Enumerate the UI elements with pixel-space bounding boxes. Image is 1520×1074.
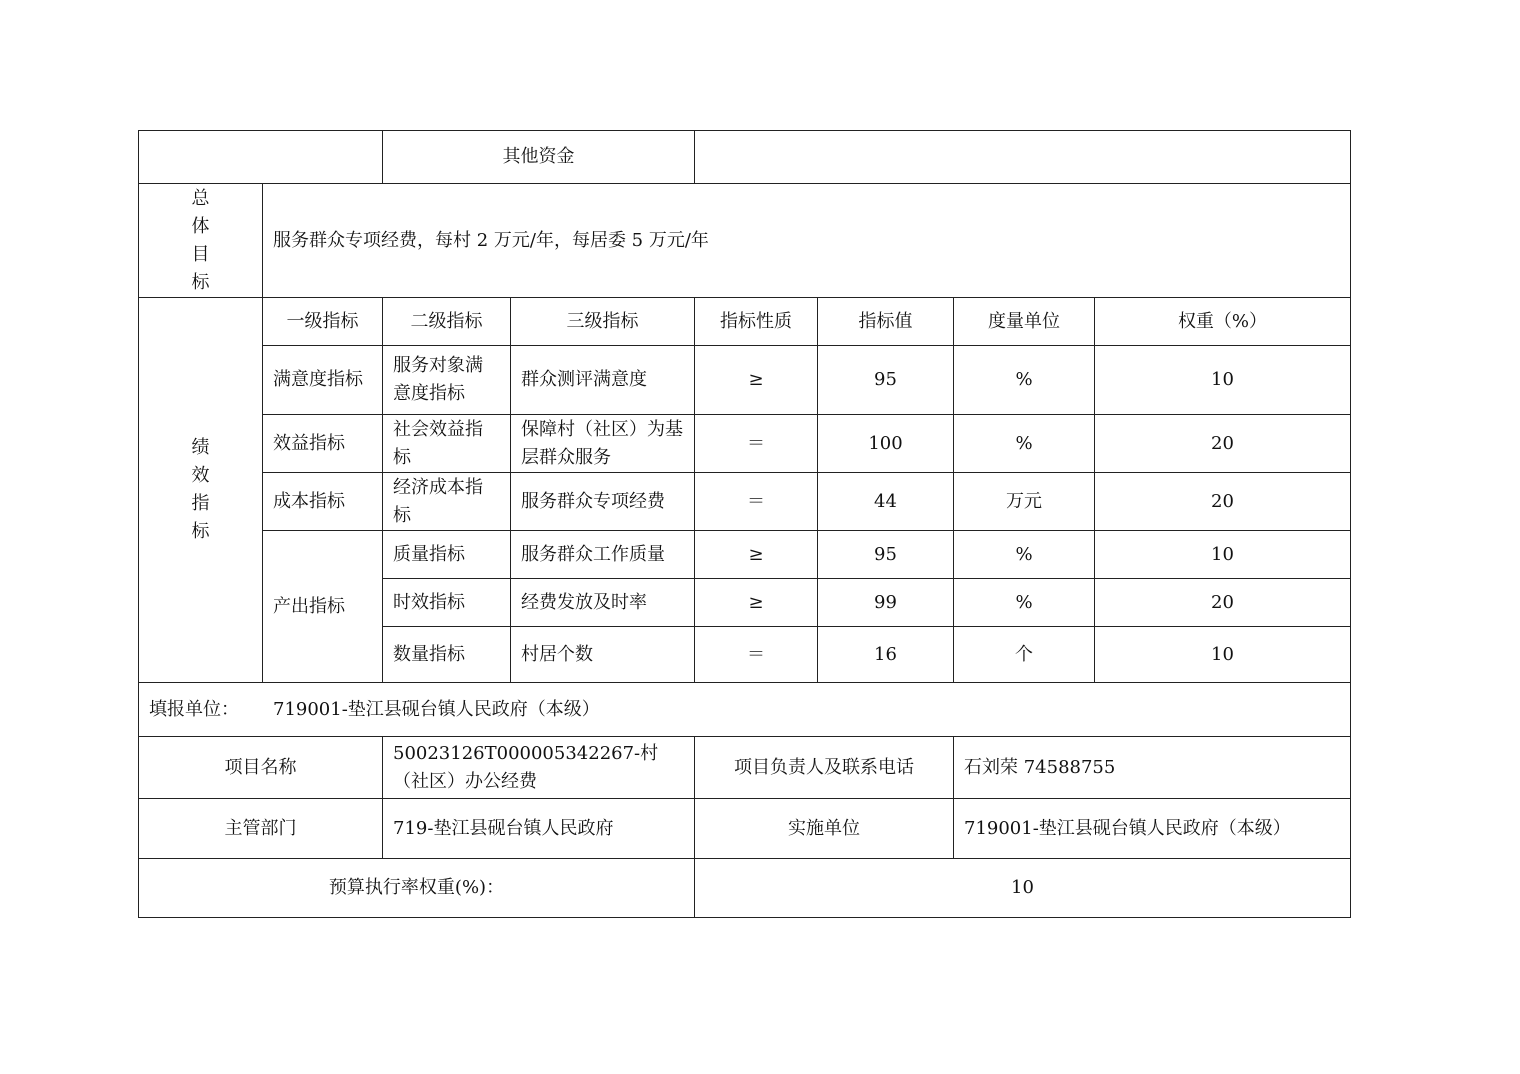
- value-cell: 99: [818, 579, 954, 627]
- table-row: [139, 346, 1351, 415]
- level3-cell: 服务群众专项经费: [511, 473, 695, 531]
- level3-cell: 村居个数: [511, 627, 695, 683]
- budget-rate-weight-label: 预算执行率权重(%)：: [139, 859, 695, 918]
- weight-cell: 20: [1095, 579, 1351, 627]
- header-weight: 权重（%）: [1095, 298, 1351, 346]
- unit-cell: %: [954, 531, 1095, 579]
- implementing-unit-label: 实施单位: [695, 799, 954, 859]
- blank-cell: [139, 131, 383, 184]
- budget-rate-weight-value: 10: [695, 859, 1351, 918]
- header-unit: 度量单位: [954, 298, 1095, 346]
- level3-cell: 经费发放及时率: [511, 579, 695, 627]
- filing-unit-label: 填报单位：: [149, 698, 239, 720]
- nature-cell: ＝: [695, 473, 818, 531]
- level1-cell: 效益指标: [263, 415, 383, 473]
- level2-cell: 数量指标: [383, 627, 511, 683]
- performance-goal-table: [138, 130, 1351, 918]
- other-funds-row: [139, 131, 1351, 184]
- value-cell: 44: [818, 473, 954, 531]
- project-owner-value: 石刘荣 74588755: [954, 737, 1351, 799]
- table-row: [139, 415, 1351, 473]
- filing-unit: [139, 683, 1351, 737]
- level1-cell: 满意度指标: [263, 346, 383, 415]
- header-level3: 三级指标: [511, 298, 695, 346]
- level1-cell: 成本指标: [263, 473, 383, 531]
- department-value: 719-垫江县砚台镇人民政府: [383, 799, 695, 859]
- header-nature: 指标性质: [695, 298, 818, 346]
- header-level2: 二级指标: [383, 298, 511, 346]
- other-funds-label: 其他资金: [383, 131, 695, 184]
- filing-unit-value: 719001-垫江县砚台镇人民政府（本级）: [273, 698, 600, 720]
- nature-cell: ≥: [695, 346, 818, 415]
- overall-goal-label: 总体目标: [139, 184, 263, 298]
- indicator-header-row: [139, 298, 1351, 346]
- unit-cell: %: [954, 346, 1095, 415]
- overall-goal-row: [139, 184, 1351, 298]
- unit-cell: 万元: [954, 473, 1095, 531]
- unit-cell: 个: [954, 627, 1095, 683]
- level2-cell: 服务对象满意度指标: [383, 346, 511, 415]
- level1-cell: 产出指标: [263, 531, 383, 683]
- level2-cell: 经济成本指标: [383, 473, 511, 531]
- table-row: [139, 531, 1351, 579]
- unit-cell: %: [954, 415, 1095, 473]
- overall-goal-text: 服务群众专项经费，每村 2 万元/年，每居委 5 万元/年: [263, 184, 1351, 298]
- project-name-label: 项目名称: [139, 737, 383, 799]
- level3-cell: 群众测评满意度: [511, 346, 695, 415]
- value-cell: 16: [818, 627, 954, 683]
- value-cell: 95: [818, 346, 954, 415]
- weight-cell: 20: [1095, 473, 1351, 531]
- weight-cell: 20: [1095, 415, 1351, 473]
- nature-cell: ≥: [695, 531, 818, 579]
- project-owner-label: 项目负责人及联系电话: [695, 737, 954, 799]
- department-label: 主管部门: [139, 799, 383, 859]
- performance-indicator-label: 绩效指标: [139, 298, 263, 683]
- nature-cell: ≥: [695, 579, 818, 627]
- budget-row: [139, 859, 1351, 918]
- header-level1: 一级指标: [263, 298, 383, 346]
- table-row: [139, 473, 1351, 531]
- nature-cell: ＝: [695, 627, 818, 683]
- project-name-value: 50023126T000005342267-村（社区）办公经费: [383, 737, 695, 799]
- department-row: [139, 799, 1351, 859]
- filing-unit-row: [139, 683, 1351, 737]
- weight-cell: 10: [1095, 346, 1351, 415]
- implementing-unit-value: 719001-垫江县砚台镇人民政府（本级）: [954, 799, 1351, 859]
- value-cell: 100: [818, 415, 954, 473]
- level2-cell: 质量指标: [383, 531, 511, 579]
- header-value: 指标值: [818, 298, 954, 346]
- weight-cell: 10: [1095, 627, 1351, 683]
- unit-cell: %: [954, 579, 1095, 627]
- other-funds-value: [695, 131, 1351, 184]
- value-cell: 95: [818, 531, 954, 579]
- level2-cell: 社会效益指标: [383, 415, 511, 473]
- level2-cell: 时效指标: [383, 579, 511, 627]
- level3-cell: 服务群众工作质量: [511, 531, 695, 579]
- nature-cell: ＝: [695, 415, 818, 473]
- weight-cell: 10: [1095, 531, 1351, 579]
- project-row: [139, 737, 1351, 799]
- level3-cell: 保障村（社区）为基层群众服务: [511, 415, 695, 473]
